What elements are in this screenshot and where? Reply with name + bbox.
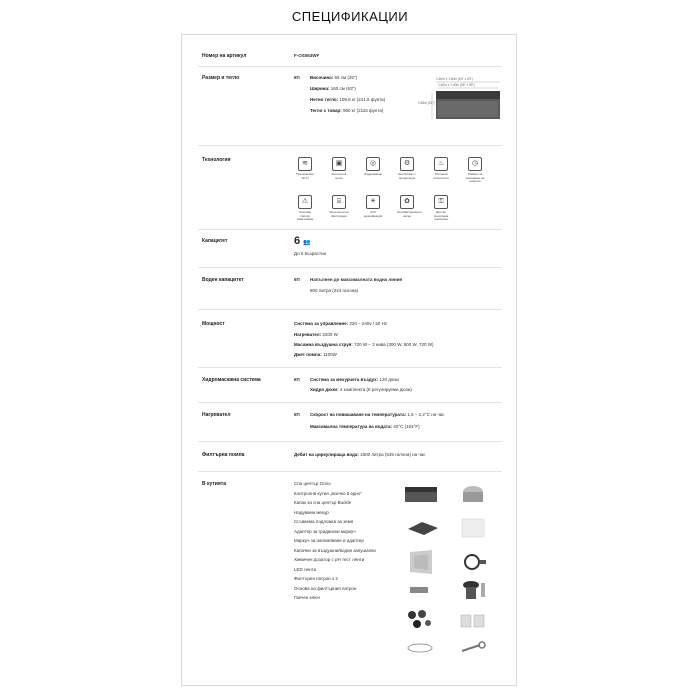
technology-caption: Система против замръзване xyxy=(296,210,314,221)
spec-card xyxy=(181,34,517,686)
spa-dimension-drawing xyxy=(418,75,502,125)
heater-persons: 6П xyxy=(294,412,300,417)
people-icon: 👥 xyxy=(303,240,311,246)
box-list-item: Капак за спа център Buckle xyxy=(294,500,352,505)
power-label: Мощност xyxy=(202,321,225,327)
hydro-item-1: Система за мехурчета въздух: 120 дюзи xyxy=(310,377,399,382)
box-list-item: LED лента xyxy=(294,566,317,572)
technology-item xyxy=(434,157,448,180)
technology-caption: Топлинна технология xyxy=(433,172,449,180)
technology-item xyxy=(366,157,380,177)
technology-caption: Хидромасаж xyxy=(364,172,382,176)
capacity-label: Капацитет xyxy=(202,238,228,244)
page-title: СПЕЦИФИКАЦИИ xyxy=(291,9,409,24)
plugs-image xyxy=(406,609,434,631)
timer-icon: ◷ xyxy=(468,157,482,171)
technology-caption: Детска предпазна ключалка xyxy=(433,210,449,221)
hydro-label: Хидромасажна система xyxy=(202,377,261,383)
pump-label: Филтърна помпа xyxy=(202,452,245,458)
hydro-persons: 6П xyxy=(294,377,300,382)
technology-caption: Антибактериален капак xyxy=(397,210,422,218)
divider xyxy=(198,309,502,310)
box-list-item: Филтърен патрон x 2 xyxy=(294,576,338,581)
pump-item: Дебит на циркулираща вода: 1800 литра (545 галона) на час xyxy=(294,452,426,457)
technology-caption: UVC дезинфекция xyxy=(363,210,383,218)
heater-item-2: Максимална температура на водата: 40°C (104°F) xyxy=(310,424,420,429)
jets-icon: ◎ xyxy=(366,157,380,171)
water-label: Воден капацитет xyxy=(202,277,244,283)
technology-item xyxy=(329,195,349,218)
safety-icon: ⚠ xyxy=(298,195,312,209)
spa-product-image xyxy=(404,485,438,503)
hydro-item-2: Хидро дюзи: 4 комплекта (8 регулируеми дюзи) xyxy=(310,387,412,392)
divider xyxy=(198,441,502,442)
box-list-item: Контролна кутия „всичко в едно“ xyxy=(294,490,362,496)
technology-item xyxy=(298,195,312,222)
heater-item-1: Скорост на повишаване на температурата: 1,5 – 2,2°C на час xyxy=(310,412,445,417)
wrench-image xyxy=(458,639,488,655)
technology-label: Технология xyxy=(202,157,231,163)
antibacterial-icon: ✿ xyxy=(400,195,414,209)
control-box-icon: ▣ xyxy=(332,157,346,171)
technology-item xyxy=(465,157,485,184)
size-width: Ширина: 160 см (63") xyxy=(310,86,356,91)
technology-caption: Таймер за засилване на енергия xyxy=(465,172,485,183)
divider xyxy=(198,267,502,268)
power-item-2: Масажна въздушна струя: 720 W – 3 нива (300 W, 500 W, 720 W) xyxy=(294,342,434,347)
divider xyxy=(198,229,502,230)
size-persons: 6П xyxy=(294,75,300,80)
divider xyxy=(198,66,502,67)
spa-drawing-icon xyxy=(418,75,502,125)
capacity-sub: До 6 възрастни xyxy=(294,251,327,256)
box-list-item: Спа център Oono xyxy=(294,481,331,486)
box-list-item: Химичен дозатор с pH тест ленти xyxy=(294,557,365,562)
power-item-3: Джет помпа: 1100W xyxy=(294,352,337,357)
energy-icon: ⚙ xyxy=(400,157,414,171)
box-list-item: Капачки за въздушни/водни запушалки xyxy=(294,547,376,553)
technology-item xyxy=(400,157,414,180)
divider xyxy=(198,402,502,403)
filter-icon: ⌸ xyxy=(332,195,346,209)
technology-caption: Приложение Wi-Fi xyxy=(296,172,314,180)
water-line1: Напълнен до максималната водна линия xyxy=(310,277,403,282)
technology-item xyxy=(397,195,422,218)
box-list-item: Сгъваема подложка за земя xyxy=(294,519,354,524)
divider xyxy=(198,471,502,472)
uv-icon: ☀ xyxy=(366,195,380,209)
divider xyxy=(198,367,502,368)
power-item-0: Система за управление: 220 – 240v / 50 Hz xyxy=(294,321,388,326)
technology-caption: Интелигентна филтрация xyxy=(329,210,349,218)
dispenser-image xyxy=(458,579,490,601)
box-list-item: Гаечен ключ xyxy=(294,595,320,600)
cover-image xyxy=(406,548,436,576)
power-item-1: Нагревател: 2200 W xyxy=(294,332,338,337)
water-persons: 6П xyxy=(294,277,300,282)
ground-mat-image xyxy=(406,519,440,537)
technology-item xyxy=(434,195,448,222)
led-strip-image xyxy=(406,641,434,655)
control-box-image xyxy=(460,484,486,504)
article-value: F-OS063WF xyxy=(294,53,320,58)
dim-inner: 1.40m x 1.40m (55" x 55") xyxy=(438,83,475,87)
technology-item xyxy=(332,157,346,180)
size-gross-weight: Тегло с товар: 960 кг (2116 фунта) xyxy=(310,108,384,113)
size-label: Размер и тегло xyxy=(202,75,240,81)
technology-item xyxy=(298,157,312,180)
capacity-value: 6 👥 xyxy=(294,235,311,247)
technology-caption: Контролна кутия xyxy=(331,172,347,180)
technology-caption: Енергийно с процесорно xyxy=(398,172,416,180)
hose-image xyxy=(460,551,488,573)
technology-item xyxy=(363,195,383,218)
adapter-image xyxy=(408,583,430,597)
size-height: Височина: 65 см (26") xyxy=(310,75,357,80)
divider xyxy=(198,145,502,146)
size-net-weight: Нетно тегло: 109,6 кг (241,6 фунта) xyxy=(310,97,386,102)
heater-icon: ♨ xyxy=(434,157,448,171)
child-lock-icon: ⚿ xyxy=(434,195,448,209)
wifi-icon: ≋ xyxy=(298,157,312,171)
filter-cartridge-image xyxy=(458,609,490,631)
box-list-item: Основа на филтърния патрон xyxy=(294,585,357,591)
heater-label: Нагревател xyxy=(202,412,231,418)
box-list-item: Адаптер за градински маркуч xyxy=(294,528,356,534)
box-label: В кутията xyxy=(202,481,227,487)
water-line2: 800 литра (224 галона) xyxy=(310,288,359,293)
inflatable-bladder-image xyxy=(460,517,486,539)
box-list-item: Надуваем мехур xyxy=(294,509,329,515)
dim-height: 0.65m (26") xyxy=(418,101,435,105)
dim-top: 1.60m x 1.60m (63" x 63") xyxy=(436,77,473,81)
article-label: Номер на артикул xyxy=(202,53,247,59)
box-list-item: Маркуч за напомпване и адаптер xyxy=(294,538,364,543)
